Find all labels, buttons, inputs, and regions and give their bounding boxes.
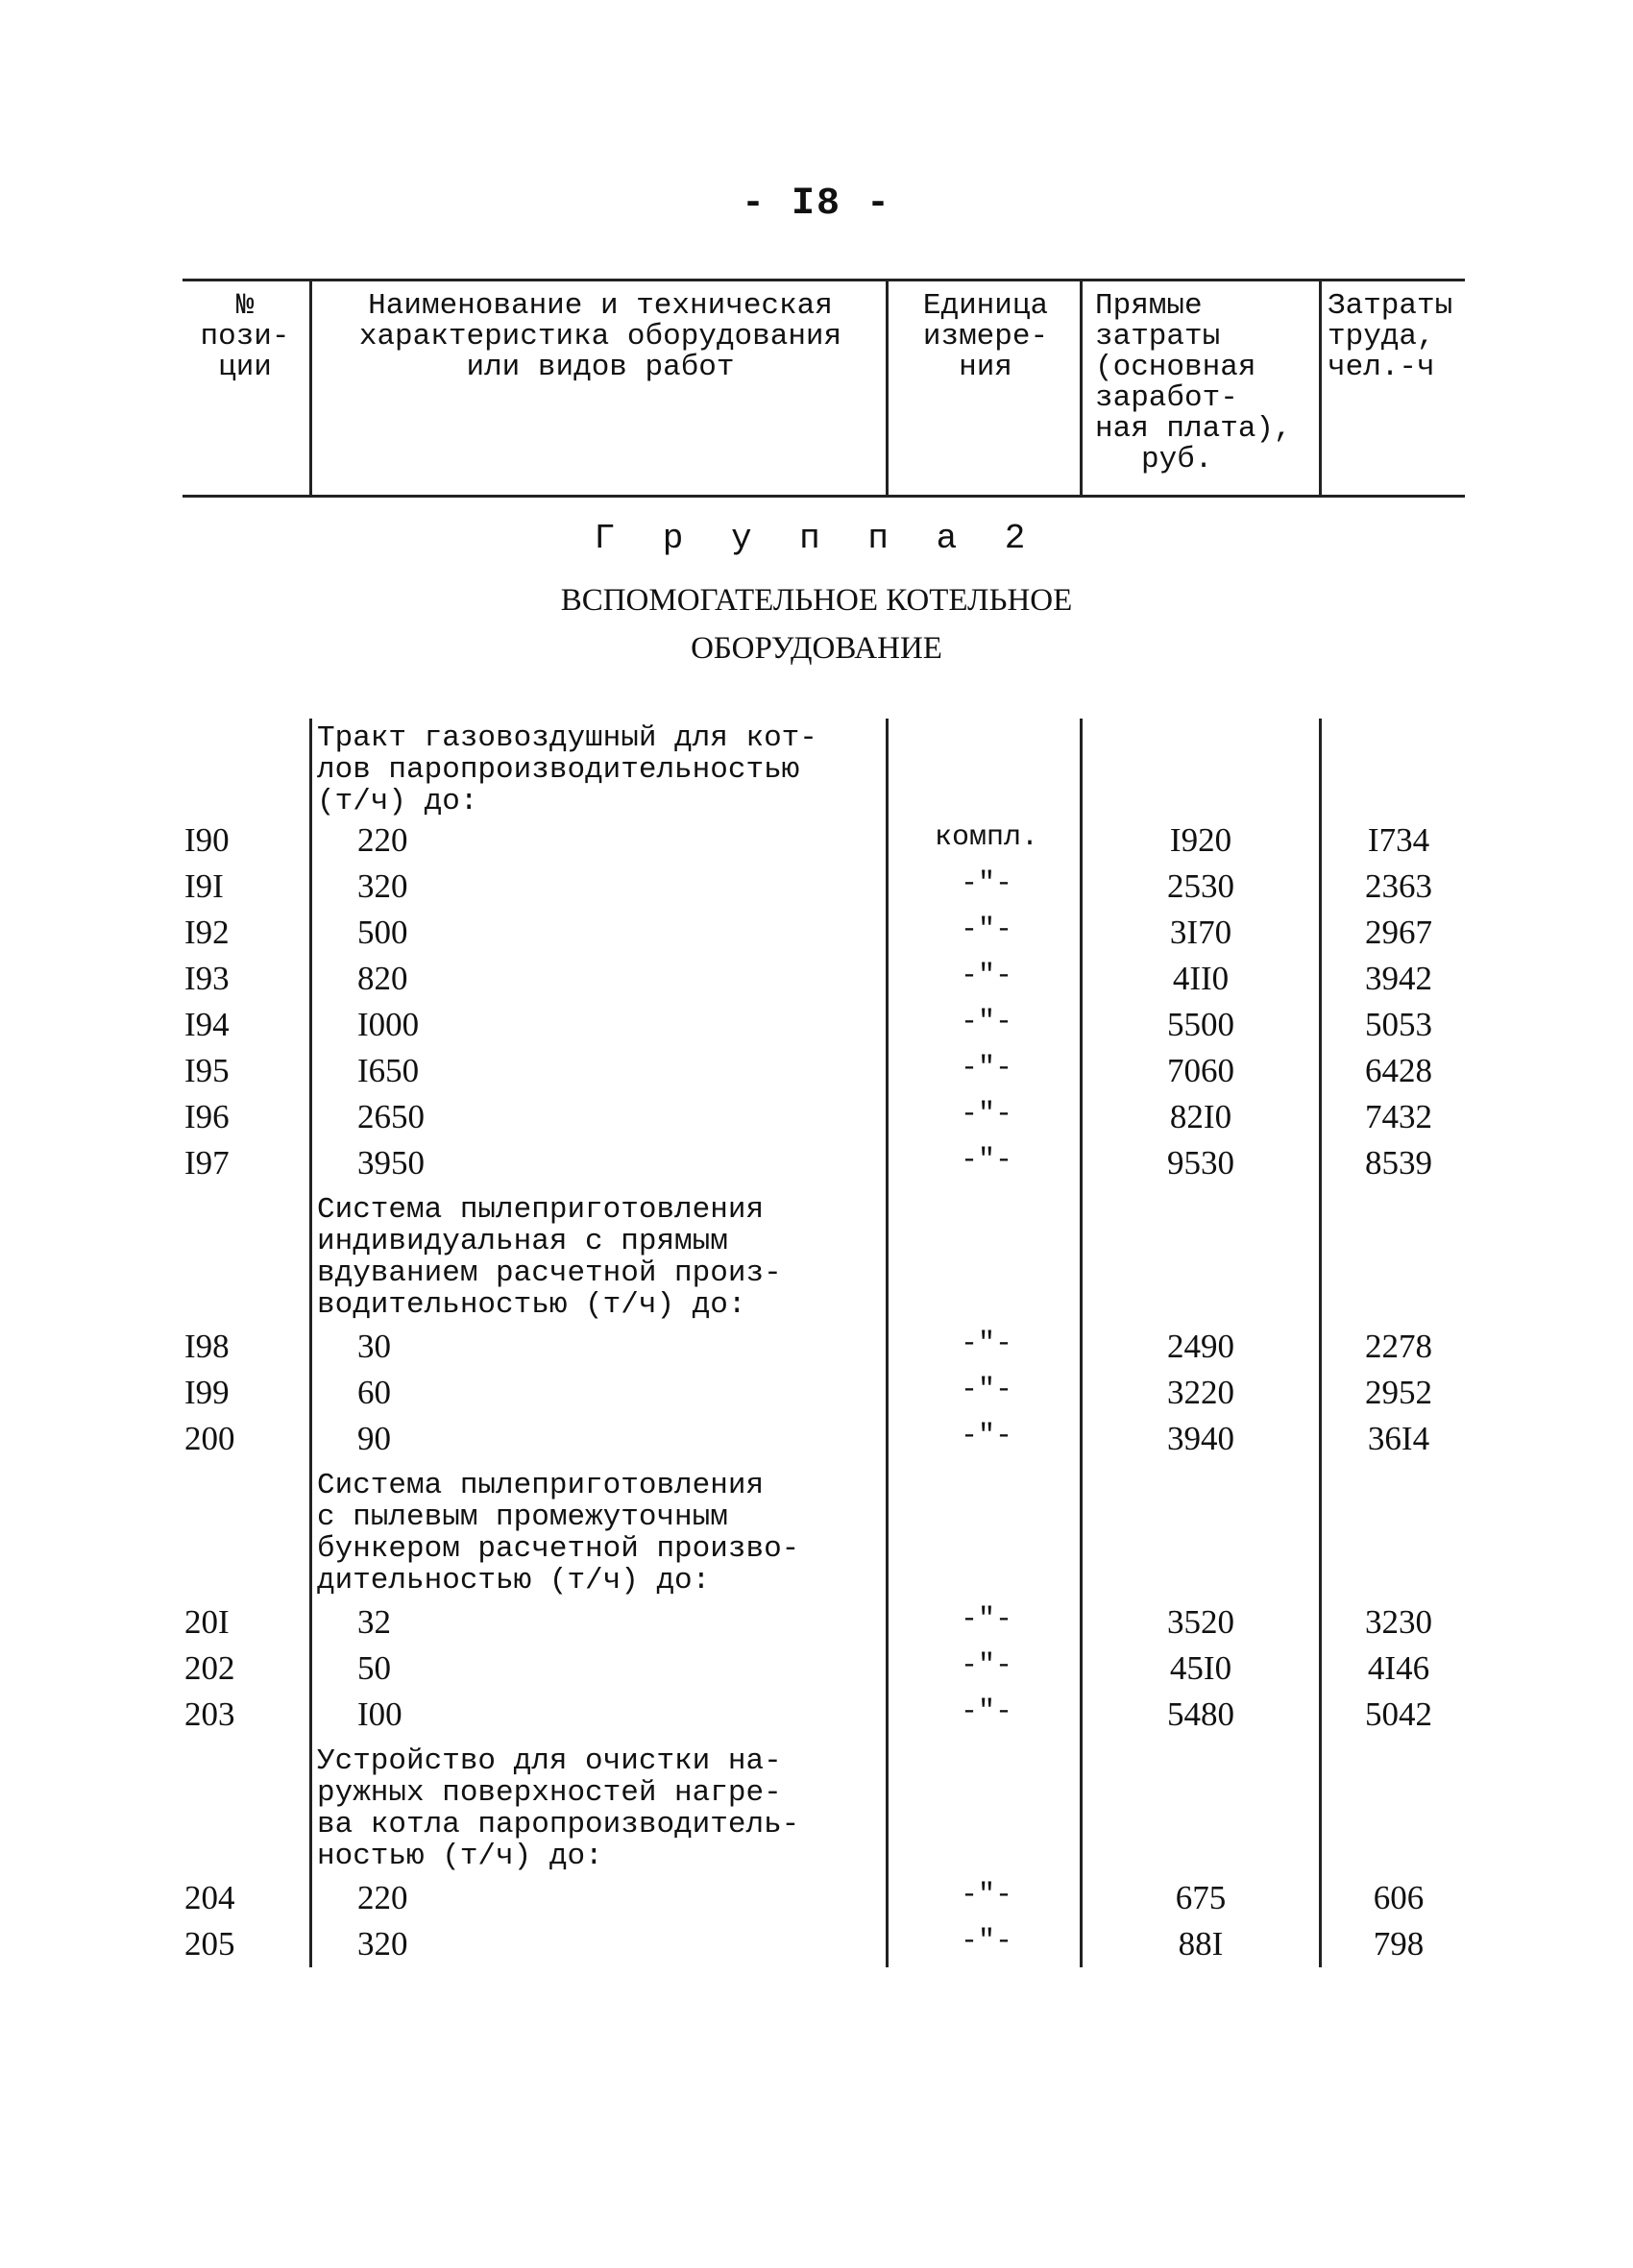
table-row — [0, 1098, 1633, 1144]
row-unit: -"- — [960, 1649, 1012, 1682]
table-row — [0, 1420, 1633, 1466]
row-position: I9I — [184, 867, 224, 905]
subhead-line: ружных поверхностей нагре- — [317, 1776, 782, 1810]
row-capacity: I650 — [357, 1052, 420, 1089]
row-labor-cost: 798 — [1373, 1925, 1425, 1963]
section-title-line: ОБОРУДОВАНИЕ — [691, 631, 942, 666]
row-unit: -"- — [960, 1144, 1012, 1177]
header-name-line: Наименование и техническая — [368, 289, 833, 323]
header-cost-line: затраты — [1095, 320, 1221, 354]
header-name-line: характеристика оборудования — [358, 320, 842, 354]
row-unit: -"- — [960, 1052, 1012, 1085]
row-unit: -"- — [960, 960, 1012, 992]
row-labor-cost: 3230 — [1365, 1603, 1432, 1641]
row-position: I94 — [184, 1006, 230, 1043]
row-unit: -"- — [960, 867, 1012, 900]
row-position: I93 — [184, 960, 230, 997]
row-position: I99 — [184, 1374, 230, 1411]
header-labor-line: Затраты — [1328, 289, 1453, 323]
row-capacity: 220 — [357, 1879, 408, 1916]
row-unit: -"- — [960, 1374, 1012, 1406]
row-direct-cost: 88I — [1178, 1925, 1224, 1963]
header-name — [317, 291, 884, 383]
row-direct-cost: 45I0 — [1169, 1649, 1232, 1687]
row-unit: -"- — [960, 1603, 1012, 1636]
subhead-line: с пылевым промежуточным — [317, 1500, 728, 1534]
row-unit: -"- — [960, 914, 1012, 946]
table-row — [0, 867, 1633, 914]
header-position-line: № — [235, 289, 255, 323]
table-row — [0, 1052, 1633, 1098]
subhead-line: Тракт газовоздушный для кот- — [317, 721, 817, 755]
row-direct-cost: 3220 — [1167, 1374, 1234, 1411]
row-labor-cost: I734 — [1367, 821, 1430, 859]
table-row — [0, 914, 1633, 960]
page-number: - I8 - — [741, 183, 892, 226]
row-labor-cost: 2363 — [1365, 867, 1432, 905]
row-position: I97 — [184, 1144, 230, 1182]
row-direct-cost: 9530 — [1167, 1144, 1234, 1182]
row-direct-cost: I920 — [1169, 821, 1232, 859]
row-labor-cost: 2278 — [1365, 1328, 1432, 1365]
row-direct-cost: 4II0 — [1172, 960, 1230, 997]
row-position: 203 — [184, 1695, 235, 1733]
subhead-bunker-system — [317, 1470, 855, 1597]
header-cost-line: Прямые — [1095, 289, 1203, 323]
row-position: 20I — [184, 1603, 230, 1641]
subhead-line: водительностью (т/ч) до: — [317, 1288, 746, 1322]
row-labor-cost: 606 — [1373, 1879, 1425, 1916]
header-cost-line: руб. — [1141, 443, 1213, 476]
row-direct-cost: 2530 — [1167, 867, 1234, 905]
row-labor-cost: 4I46 — [1367, 1649, 1430, 1687]
header-cost-line: ная плата), — [1095, 412, 1292, 446]
row-position: I98 — [184, 1328, 230, 1365]
row-position: I95 — [184, 1052, 230, 1089]
header-cost-line: (основная — [1095, 351, 1256, 384]
header-cost-line: заработ- — [1095, 381, 1238, 415]
row-capacity: 2650 — [357, 1098, 425, 1135]
header-position — [183, 291, 307, 383]
row-position: 204 — [184, 1879, 235, 1916]
header-direct-costs — [1095, 291, 1318, 476]
table-row — [0, 1006, 1633, 1052]
header-position-line: ции — [218, 351, 272, 384]
subhead-line: ностью (т/ч) до: — [317, 1840, 603, 1873]
row-labor-cost: 5042 — [1365, 1695, 1432, 1733]
row-capacity: I000 — [357, 1006, 420, 1043]
table-row — [0, 821, 1633, 867]
row-direct-cost: 3I70 — [1169, 914, 1232, 951]
row-labor-cost: 6428 — [1365, 1052, 1432, 1089]
row-unit: -"- — [960, 1879, 1012, 1912]
header-top-rule — [183, 279, 1465, 281]
row-capacity: 50 — [357, 1649, 391, 1687]
row-position: 200 — [184, 1420, 235, 1457]
row-capacity: 90 — [357, 1420, 391, 1457]
header-divider — [1319, 279, 1322, 495]
header-unit-line: измере- — [922, 320, 1049, 354]
row-direct-cost: 82I0 — [1169, 1098, 1232, 1135]
row-capacity: 3950 — [357, 1144, 425, 1182]
table-row — [0, 1328, 1633, 1374]
header-unit-line: ния — [959, 351, 1012, 384]
section-title-line: ВСПОМОГАТЕЛЬНОЕ КОТЕЛЬНОЕ — [560, 583, 1073, 618]
row-position: I96 — [184, 1098, 230, 1135]
row-labor-cost: 36I4 — [1367, 1420, 1430, 1457]
subhead-gas-air-duct — [317, 722, 855, 817]
row-capacity: 500 — [357, 914, 408, 951]
subhead-line: дительностью (т/ч) до: — [317, 1564, 711, 1597]
row-direct-cost: 7060 — [1167, 1052, 1234, 1089]
row-direct-cost: 5500 — [1167, 1006, 1234, 1043]
row-capacity: 820 — [357, 960, 408, 997]
group-title: Г р у п п а 2 — [594, 519, 1039, 558]
row-direct-cost: 675 — [1175, 1879, 1227, 1916]
row-direct-cost: 5480 — [1167, 1695, 1234, 1733]
row-position: 205 — [184, 1925, 235, 1963]
table-row — [0, 1879, 1633, 1925]
header-bottom-rule — [183, 495, 1465, 498]
row-unit: -"- — [960, 1006, 1012, 1038]
row-capacity: I00 — [357, 1695, 402, 1733]
header-labor-line: чел.-ч — [1328, 351, 1435, 384]
row-unit: -"- — [960, 1420, 1012, 1452]
row-labor-cost: 7432 — [1365, 1098, 1432, 1135]
subhead-cleaning-device — [317, 1745, 855, 1872]
subhead-line: ва котла паропроизводитель- — [317, 1808, 800, 1841]
row-labor-cost: 2967 — [1365, 914, 1432, 951]
subhead-line: индивидуальная с прямым — [317, 1225, 728, 1258]
row-labor-cost: 8539 — [1365, 1144, 1432, 1182]
table-row — [0, 1695, 1633, 1742]
table-row — [0, 1925, 1633, 1971]
row-unit: -"- — [960, 1925, 1012, 1958]
row-capacity: 32 — [357, 1603, 391, 1641]
table-row — [0, 1374, 1633, 1420]
header-position-line: пози- — [200, 320, 290, 354]
row-capacity: 30 — [357, 1328, 391, 1365]
table-row — [0, 1649, 1633, 1695]
section-title — [0, 576, 1633, 672]
table-row — [0, 960, 1633, 1006]
header-labor-costs — [1328, 291, 1472, 383]
row-direct-cost: 3940 — [1167, 1420, 1234, 1457]
row-unit: компл. — [934, 821, 1039, 854]
row-position: 202 — [184, 1649, 235, 1687]
subhead-line: Система пылеприготовления — [317, 1193, 765, 1227]
subhead-line: вдуванием расчетной произ- — [317, 1256, 782, 1290]
header-divider — [309, 279, 312, 495]
subhead-line: лов паропроизводительностью — [317, 753, 800, 787]
subhead-line: Система пылеприготовления — [317, 1469, 765, 1502]
row-position: I90 — [184, 821, 230, 859]
row-unit: -"- — [960, 1328, 1012, 1360]
row-unit: -"- — [960, 1695, 1012, 1728]
row-capacity: 60 — [357, 1374, 391, 1411]
row-capacity: 220 — [357, 821, 408, 859]
row-labor-cost: 2952 — [1365, 1374, 1432, 1411]
subhead-line: (т/ч) до: — [317, 785, 478, 818]
header-name-line: или видов работ — [466, 351, 735, 384]
row-direct-cost: 3520 — [1167, 1603, 1234, 1641]
row-unit: -"- — [960, 1098, 1012, 1131]
row-position: I92 — [184, 914, 230, 951]
table-row — [0, 1603, 1633, 1649]
header-labor-line: труда, — [1328, 320, 1435, 354]
header-divider — [1080, 279, 1083, 495]
subhead-line: бункером расчетной произво- — [317, 1532, 800, 1566]
row-direct-cost: 2490 — [1167, 1328, 1234, 1365]
header-unit — [891, 291, 1080, 383]
row-labor-cost: 3942 — [1365, 960, 1432, 997]
row-capacity: 320 — [357, 867, 408, 905]
subhead-direct-injection — [317, 1194, 855, 1321]
table-row — [0, 1144, 1633, 1190]
row-labor-cost: 5053 — [1365, 1006, 1432, 1043]
header-divider — [886, 279, 889, 495]
header-unit-line: Единица — [922, 289, 1049, 323]
subhead-line: Устройство для очистки на- — [317, 1744, 782, 1778]
row-capacity: 320 — [357, 1925, 408, 1963]
